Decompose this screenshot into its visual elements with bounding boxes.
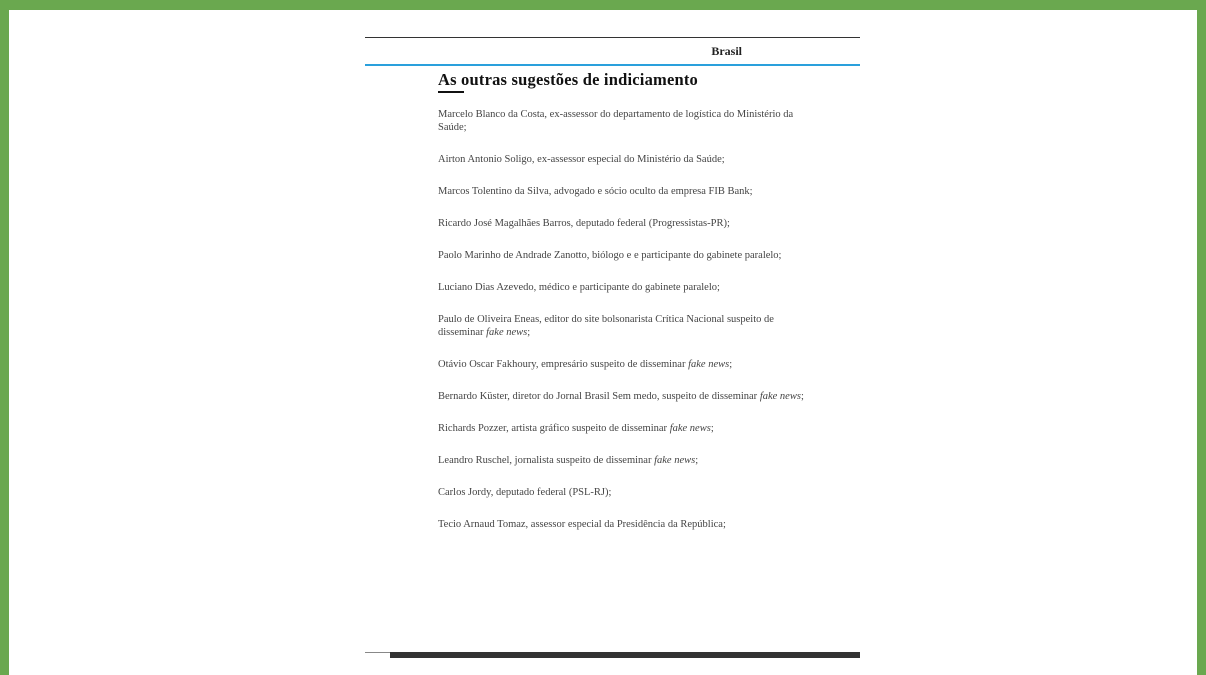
list-item: Ricardo José Magalhães Barros, deputado federal (Progressistas-PR); [438,218,730,229]
list-item: Tecio Arnaud Tomaz, assessor especial da Presidência da República; [438,519,726,530]
list-item: Bernardo Küster, diretor do Jornal Brasil Sem medo, suspeito de disseminar fake news; [438,391,804,402]
bottom-bar [390,652,860,658]
list-item: Marcos Tolentino da Silva, advogado e sócio oculto da empresa FIB Bank; [438,186,753,197]
list-item: Paulo de Oliveira Eneas, editor do site bolsonarista Crítica Nacional suspeito de disseminar fake news; [438,314,774,338]
frame-right-border [1197,0,1206,675]
indictment-list [438,108,818,550]
section-label: Brasil [711,44,742,58]
accent-rule [365,64,860,66]
list-item: Carlos Jordy, deputado federal (PSL-RJ); [438,487,612,498]
top-rule [365,37,860,38]
article-heading: As outras sugestões de indiciamento [438,70,699,89]
list-item: Marcelo Blanco da Costa, ex-assessor do departamento de logística do Ministério da Saúde; [438,109,794,133]
frame-top-border [0,0,1206,10]
list-item: Otávio Oscar Fakhoury, empresário suspeito de disseminar fake news; [438,359,733,370]
list-item: Airton Antonio Soligo, ex-assessor especial do Ministério da Saúde; [438,154,725,165]
article-page [365,30,860,658]
bottom-rule [365,652,390,653]
heading-underline [438,91,464,93]
frame-left-border [0,0,9,675]
list-item: Luciano Dias Azevedo, médico e participante do gabinete paralelo; [438,282,720,293]
list-item: Paolo Marinho de Andrade Zanotto, biólogo e e participante do gabinete paralelo; [438,250,782,261]
list-item: Richards Pozzer, artista gráfico suspeito de disseminar fake news; [438,423,714,434]
list-item: Leandro Ruschel, jornalista suspeito de disseminar fake news; [438,455,699,466]
